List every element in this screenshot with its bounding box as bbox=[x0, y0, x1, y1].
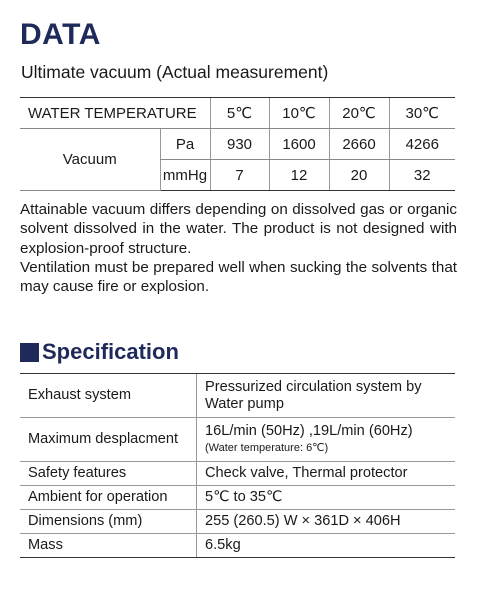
vacuum-table bbox=[20, 97, 455, 191]
spec-label: Mass bbox=[20, 534, 197, 558]
notes bbox=[20, 200, 457, 296]
spec-row bbox=[20, 374, 455, 418]
vacuum-header-row bbox=[20, 98, 455, 129]
value-cell: 2660 bbox=[329, 129, 389, 160]
note-paragraph: Attainable vacuum differs depending on dissolved gas or organic solvent dissolved in the water. The product is not designed with explosion-proof structure. bbox=[20, 201, 457, 257]
spec-label: Safety features bbox=[20, 462, 197, 486]
spec-row bbox=[20, 510, 455, 534]
spec-row bbox=[20, 418, 455, 462]
unit-cell: mmHg bbox=[160, 160, 210, 191]
spec-value: 255 (260.5) W × 361D × 406H bbox=[197, 510, 456, 534]
value-cell: 12 bbox=[269, 160, 329, 191]
value-cell: 4266 bbox=[389, 129, 455, 160]
temp-cell: 30℃ bbox=[389, 98, 455, 129]
specification-heading bbox=[20, 339, 179, 365]
spec-label: Maximum desplacment bbox=[20, 418, 197, 462]
section-subtitle: Ultimate vacuum (Actual measurement) bbox=[21, 62, 329, 82]
spec-label: Ambient for operation bbox=[20, 486, 197, 510]
unit-cell: Pa bbox=[160, 129, 210, 160]
temp-cell: 20℃ bbox=[329, 98, 389, 129]
spec-value-main: 16L/min (50Hz) ,19L/min (60Hz) bbox=[205, 422, 413, 439]
value-cell: 32 bbox=[389, 160, 455, 191]
note-paragraph: Ventilation must be prepared well when sucking the solvents that may cause fire or explosion. bbox=[20, 258, 457, 296]
square-bullet-icon bbox=[20, 343, 39, 362]
spec-value bbox=[197, 418, 456, 462]
spec-label: Dimensions (mm) bbox=[20, 510, 197, 534]
water-temperature-label: WATER TEMPERATURE bbox=[20, 98, 210, 129]
specification-table bbox=[20, 373, 455, 558]
page-title: DATA bbox=[20, 18, 101, 51]
spec-row bbox=[20, 486, 455, 510]
value-cell: 930 bbox=[210, 129, 269, 160]
spec-value: 6.5kg bbox=[197, 534, 456, 558]
spec-row bbox=[20, 534, 455, 558]
specification-title: Specification bbox=[42, 339, 179, 364]
spec-value-note: (Water temperature: 6℃) bbox=[205, 441, 329, 454]
temp-cell: 10℃ bbox=[269, 98, 329, 129]
value-cell: 1600 bbox=[269, 129, 329, 160]
spec-value: Pressurized circulation system by Water pump bbox=[197, 374, 456, 418]
spec-label: Exhaust system bbox=[20, 374, 197, 418]
value-cell: 20 bbox=[329, 160, 389, 191]
spec-value: 5℃ to 35℃ bbox=[197, 486, 456, 510]
vacuum-label: Vacuum bbox=[20, 129, 160, 191]
vacuum-row-pa bbox=[20, 129, 455, 160]
temp-cell: 5℃ bbox=[210, 98, 269, 129]
spec-row bbox=[20, 462, 455, 486]
value-cell: 7 bbox=[210, 160, 269, 191]
spec-value: Check valve, Thermal protector bbox=[197, 462, 456, 486]
